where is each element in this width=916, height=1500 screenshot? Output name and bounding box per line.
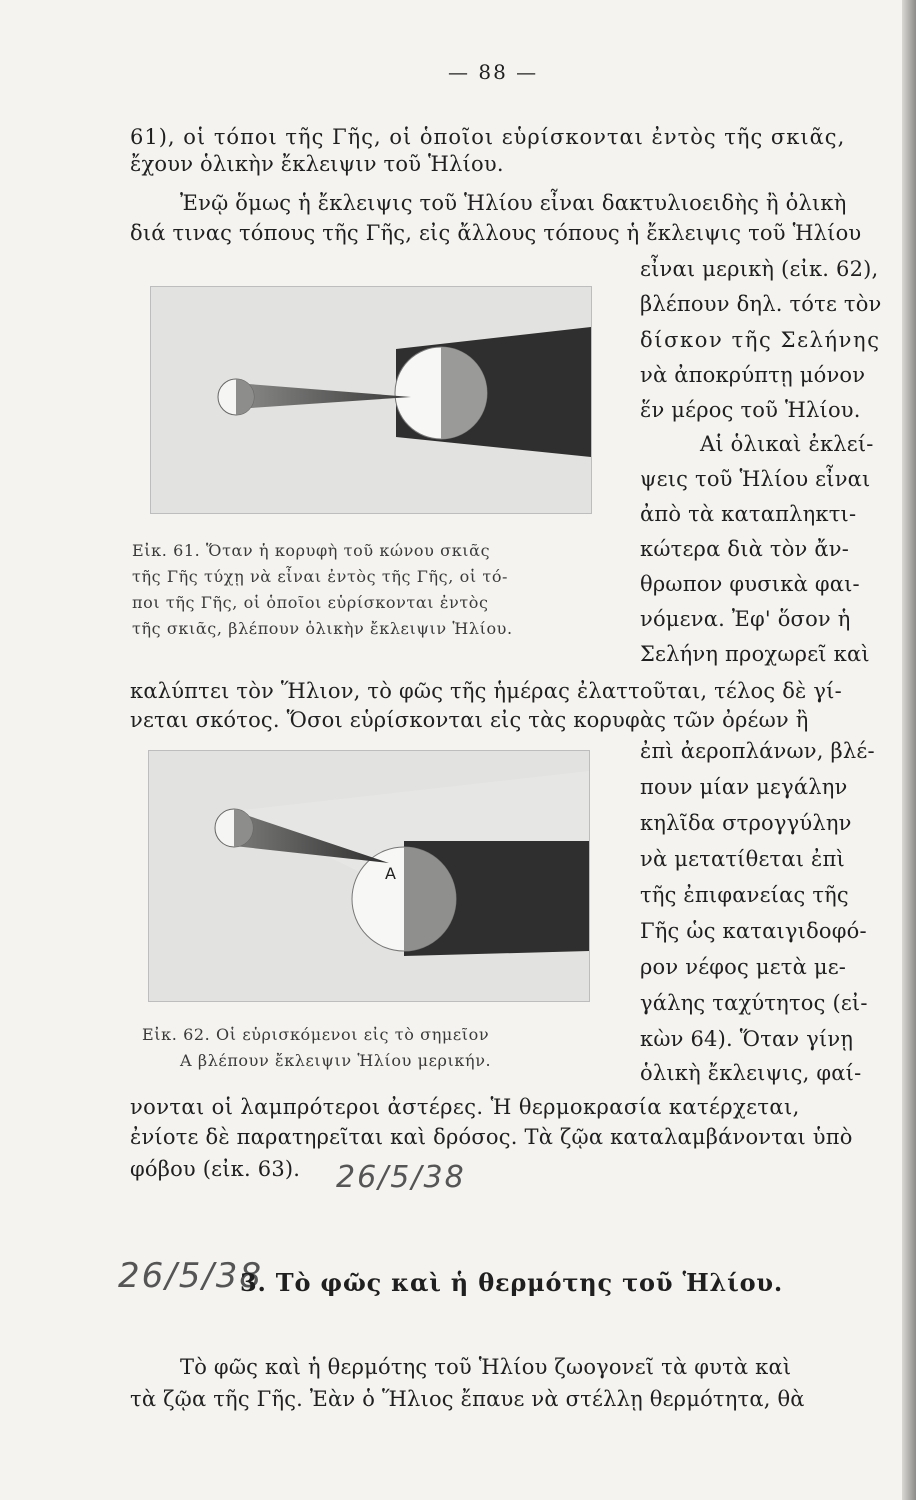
- figure-61-caption-line: ποι τῆς Γῆς, οἱ ὁποῖοι εὑρίσκονται ἐντὸς: [132, 593, 489, 612]
- column-line: κὼν 64). Ὅταν γίνῃ: [640, 1027, 854, 1051]
- column-line: νὰ ἀποκρύπτῃ μόνον: [640, 363, 866, 387]
- intro-line: ἔχουν ὁλικὴν ἔκλειψιν τοῦ Ἡλίου.: [130, 152, 504, 176]
- point-a-label: A: [385, 864, 396, 883]
- column-line: τῆς ἐπιφανείας τῆς: [640, 883, 849, 907]
- intro-line: 61), οἱ τόποι τῆς Γῆς, οἱ ὁποῖοι εὑρίσκονται ἐντὸς τῆς σκιᾶς,: [130, 125, 846, 149]
- body-line: ἐνίοτε δὲ παρατηρεῖται καὶ δρόσος. Τὰ ζῷα καταλαμβάνονται ὑπὸ: [130, 1125, 853, 1149]
- figure-62-svg: [149, 751, 589, 1001]
- figure-61-total-eclipse-diagram: [150, 286, 592, 514]
- column-line: ἐπὶ ἀεροπλάνων, βλέ-: [640, 739, 875, 763]
- column-line: κηλῖδα στρογγύλην: [640, 811, 852, 835]
- column-line: νόμενα. Ἐφ' ὅσον ἡ: [640, 607, 851, 631]
- column-line: ὁλικὴ ἔκλειψις, φαί-: [640, 1061, 862, 1085]
- column-line: εἶναι μερικὴ (εἰκ. 62),: [640, 257, 879, 281]
- handwritten-date-note: 26/5/38: [336, 1160, 466, 1195]
- body-line: φόβου (εἰκ. 63).: [130, 1157, 301, 1181]
- column-line: ἕν μέρος τοῦ Ἡλίου.: [640, 398, 861, 422]
- section-line: τὰ ζῷα τῆς Γῆς. Ἐὰν ὁ Ἥλιος ἔπαυε νὰ στέλλῃ θερμότητα, θὰ: [130, 1387, 805, 1411]
- column-line: πουν μίαν μεγάλην: [640, 775, 848, 799]
- column-line: θρωπον φυσικὰ φαι-: [640, 572, 860, 596]
- column-line: Σελήνη προχωρεῖ καὶ: [640, 642, 870, 666]
- section-heading: 3. Τὸ φῶς καὶ ἡ θερμότης τοῦ Ἡλίου.: [240, 1268, 783, 1297]
- column-line: νὰ μετατίθεται ἐπὶ: [640, 847, 845, 871]
- figure-62-caption-line: Α βλέπουν ἔκλειψιν Ἡλίου μερικήν.: [180, 1051, 492, 1070]
- page-number: — 88 —: [448, 60, 539, 84]
- section-line: Τὸ φῶς καὶ ἡ θερμότης τοῦ Ἡλίου ζωογονεῖ τὰ φυτὰ καὶ: [180, 1355, 792, 1379]
- figure-62-caption-line: Εἰκ. 62. Οἱ εὑρισκόμενοι εἰς τὸ σημεῖον: [142, 1025, 490, 1044]
- page-edge-shadow: [902, 0, 916, 1500]
- column-line: Γῆς ὡς καταιγιδοφό-: [640, 919, 867, 943]
- figure-61-caption-line: τῆς σκιᾶς, βλέπουν ὁλικὴν ἔκλειψιν Ἡλίου.: [132, 619, 513, 638]
- column-line: κώτερα διὰ τὸν ἄν-: [640, 537, 850, 561]
- figure-61-caption-line: τῆς Γῆς τύχῃ νὰ εἶναι ἐντὸς τῆς Γῆς, οἱ τό-: [132, 567, 509, 586]
- handwritten-date-margin: 26/5/38: [118, 1256, 264, 1296]
- column-line: Αἱ ὁλικαὶ ἐκλεί-: [700, 432, 874, 456]
- column-line: γάλης ταχύτητος (εἰ-: [640, 991, 868, 1015]
- column-line: ρον νέφος μετὰ με-: [640, 955, 847, 979]
- figure-61-svg: [151, 287, 591, 513]
- column-line: δίσκον τῆς Σελήνης: [640, 328, 881, 352]
- figure-62-partial-eclipse-diagram: [148, 750, 590, 1002]
- figure-61-caption-line: Εἰκ. 61. Ὅταν ἡ κορυφὴ τοῦ κώνου σκιᾶς: [132, 541, 491, 560]
- intro-line: Ἐνῷ ὅμως ἡ ἔκλειψις τοῦ Ἡλίου εἶναι δακτυλιοειδὴς ἢ ὁλικὴ: [180, 191, 847, 215]
- column-line: ἀπὸ τὰ καταπληκτι-: [640, 502, 857, 526]
- body-line: καλύπτει τὸν Ἥλιον, τὸ φῶς τῆς ἡμέρας ἐλαττοῦται, τέλος δὲ γί-: [130, 679, 842, 703]
- body-line: νονται οἱ λαμπρότεροι ἀστέρες. Ἡ θερμοκρασία κατέρχεται,: [130, 1095, 800, 1119]
- intro-line: διά τινας τόπους τῆς Γῆς, εἰς ἄλλους τόπους ἡ ἔκλειψις τοῦ Ἡλίου: [130, 221, 862, 245]
- column-line: ψεις τοῦ Ἡλίου εἶναι: [640, 467, 871, 491]
- body-line: νεται σκότος. Ὅσοι εὑρίσκονται εἰς τὰς κορυφὰς τῶν ὀρέων ἢ: [130, 708, 809, 732]
- column-line: βλέπουν δηλ. τότε τὸν: [640, 292, 882, 316]
